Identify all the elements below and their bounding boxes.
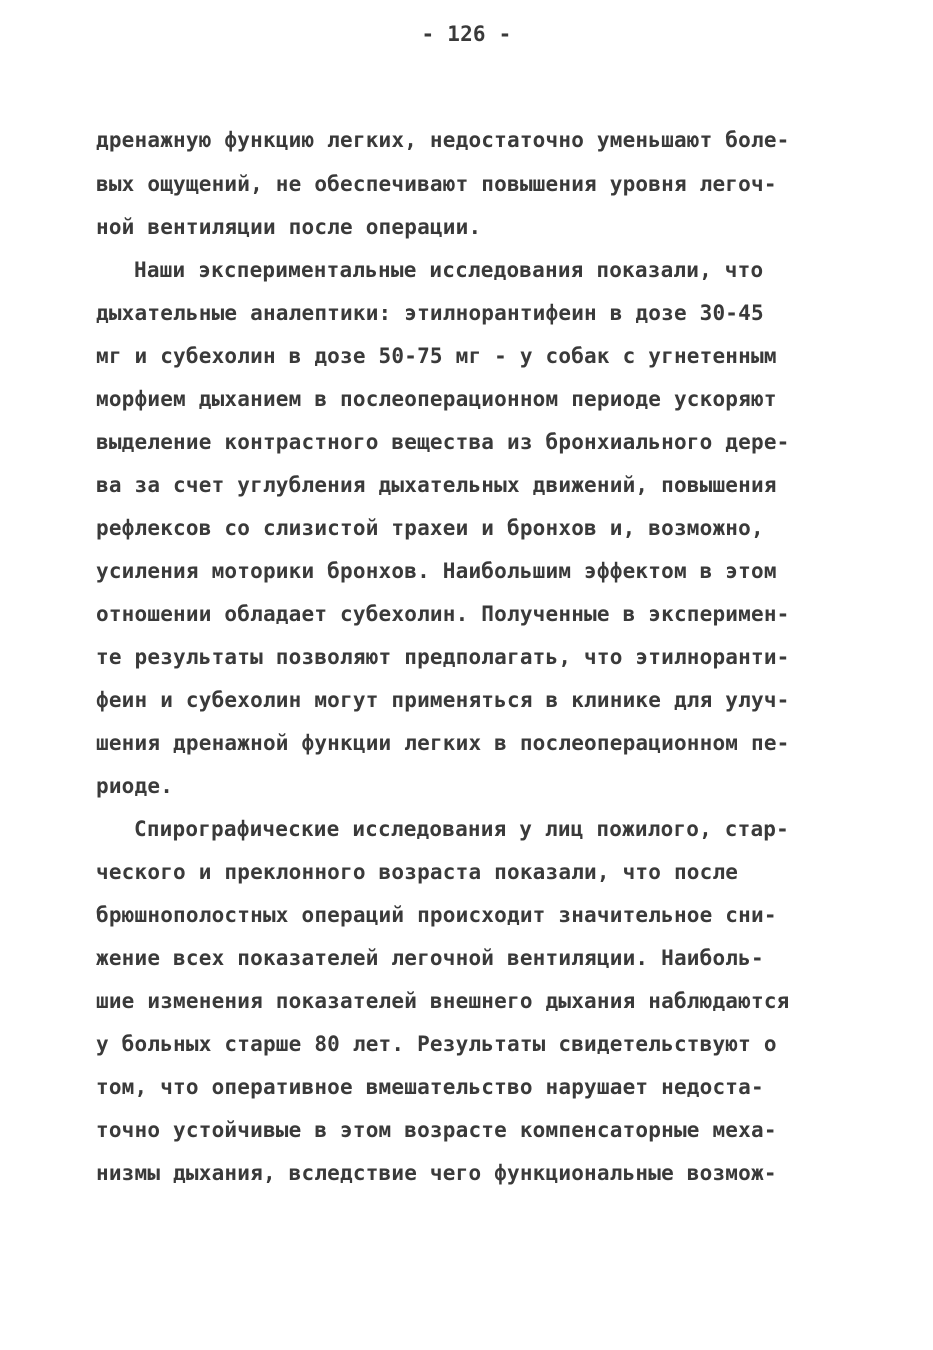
text-line: выделение контрастного вещества из бронхиального дере- <box>96 430 790 454</box>
text-line: шения дренажной функции легких в послеоперационном пе- <box>96 731 790 755</box>
text-line: том, что оперативное вмешательство нарушает недоста- <box>96 1075 764 1099</box>
text-line: усиления моторики бронхов. Наибольшим эффектом в этом <box>96 559 777 583</box>
text-line: феин и субехолин могут применяться в клинике для улуч- <box>96 688 790 712</box>
text-line: дренажную функцию легких, недостаточно уменьшают боле- <box>96 128 790 152</box>
text-line: у больных старше 80 лет. Результаты свидетельствуют о <box>96 1032 777 1056</box>
text-line: дыхательные аналептики: этилнорантифеин в дозе 30-45 <box>96 301 764 325</box>
text-line: Спирографические исследования у лиц пожилого, стар- <box>134 817 789 841</box>
text-line: брюшнополостных операций происходит значительное сни- <box>96 903 777 927</box>
text-line: ческого и преклонного возраста показали, что после <box>96 860 739 884</box>
text-line: отношении обладает субехолин. Полученные в эксперимен- <box>96 602 790 626</box>
text-line: те результаты позволяют предполагать, что этилноранти- <box>96 645 790 669</box>
text-line: Наши экспериментальные исследования показали, что <box>134 258 764 282</box>
text-line: точно устойчивые в этом возрасте компенсаторные меха- <box>96 1118 777 1142</box>
text-line: ва за счет углубления дыхательных движений, повышения <box>96 473 777 497</box>
text-line: ной вентиляции после операции. <box>96 215 482 239</box>
text-line: шие изменения показателей внешнего дыхания наблюдаются <box>96 989 790 1013</box>
text-line: рефлексов со слизистой трахеи и бронхов и, возможно, <box>96 516 764 540</box>
text-line: морфием дыханием в послеоперационном периоде ускоряют <box>96 387 777 411</box>
text-line: риоде. <box>96 774 174 798</box>
text-line: вых ощущений, не обеспечивают повышения уровня легоч- <box>96 172 777 196</box>
text-line: мг и субехолин в дозе 50-75 мг - у собак с угнетенным <box>96 344 777 368</box>
page-number: - 126 - <box>421 22 512 46</box>
text-line: жение всех показателей легочной вентиляции. Наиболь- <box>96 946 764 970</box>
text-line: низмы дыхания, вследствие чего функциональные возмож- <box>96 1161 777 1185</box>
